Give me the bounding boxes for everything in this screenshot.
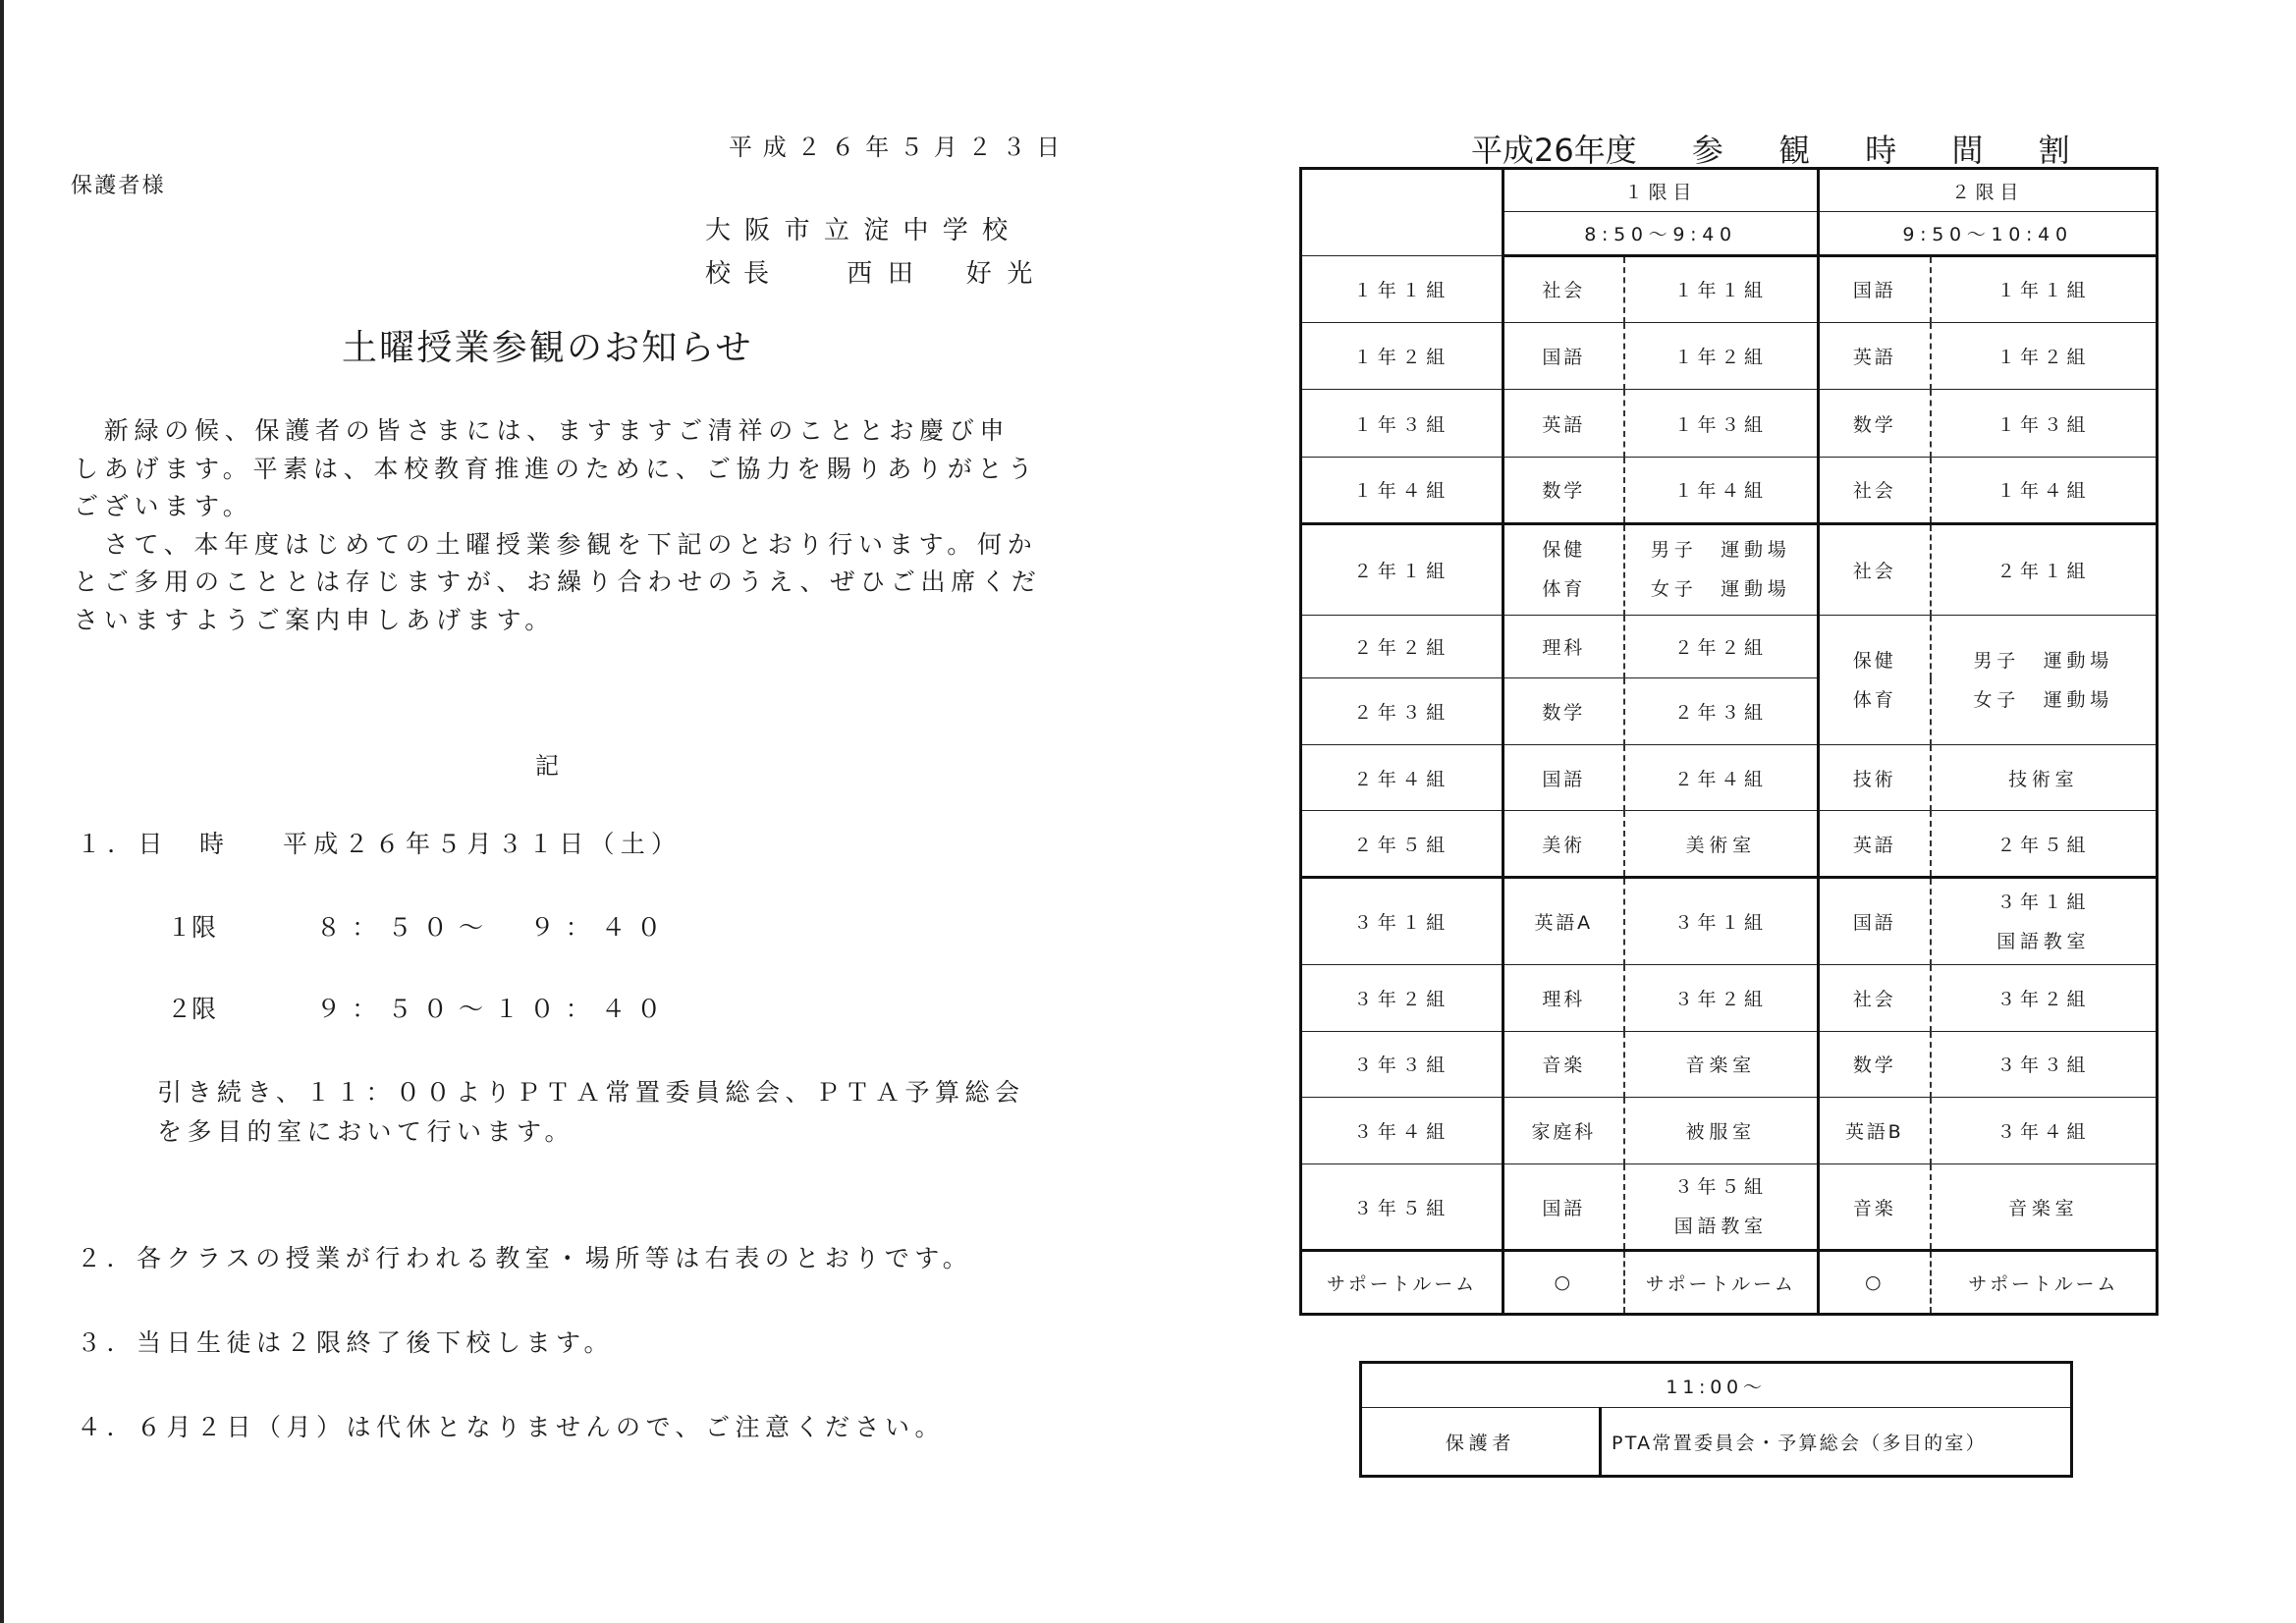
- subject-cell: 社会: [1503, 255, 1624, 322]
- subject-cell: 技術: [1819, 745, 1931, 810]
- subject-line: 保健: [1542, 539, 1586, 562]
- subject-cell: 国語: [1503, 322, 1624, 389]
- room-cell: ３年１組: [1624, 878, 1819, 965]
- ki-heading: 記: [535, 752, 559, 780]
- continuation-line: 引き続き、１１：００よりＰＴＡ常置委員総会、ＰＴＡ予算総会: [157, 1078, 1025, 1107]
- room-line: 男子 運動場: [1973, 649, 2114, 672]
- subject-cell: 英語: [1819, 322, 1931, 389]
- principal-last-name: 西田: [847, 259, 929, 289]
- letter-title: 土曜授業参観のお知らせ: [342, 328, 753, 368]
- room-cell: サポートルーム: [1931, 1251, 2158, 1315]
- item1-date: 平成２６年５月３１日（土）: [283, 830, 683, 858]
- room-cell: ２年２組: [1624, 615, 1819, 677]
- table-row: [1301, 322, 2158, 389]
- subject-cell: 美術: [1503, 810, 1624, 877]
- item2: ２．各クラスの授業が行われる教室・場所等は右表のとおりです。: [77, 1244, 973, 1272]
- room-line: ３年５組: [1673, 1176, 1768, 1199]
- room-cell: １年２組: [1624, 322, 1819, 389]
- title-char: 間: [1951, 132, 1984, 169]
- room-cell: [1931, 878, 2158, 965]
- class-cell: ３年３組: [1301, 1032, 1503, 1097]
- room-line: 国語教室: [1996, 930, 2091, 952]
- room-cell: １年３組: [1624, 390, 1819, 457]
- class-cell: ３年５組: [1301, 1163, 1503, 1251]
- continuation-line: を多目的室において行います。: [157, 1117, 575, 1146]
- room-cell: 被服室: [1624, 1097, 1819, 1163]
- class-cell: １年１組: [1301, 255, 1503, 322]
- subject-cell: 国語: [1819, 255, 1931, 322]
- subject-cell: [1819, 615, 1931, 745]
- subject-cell: 英語: [1819, 810, 1931, 877]
- item3: ３．当日生徒は２限終了後下校します。: [77, 1328, 615, 1357]
- title-year: 平成26年度: [1471, 132, 1637, 169]
- room-line: ３年１組: [1996, 891, 2091, 913]
- class-cell: ２年５組: [1301, 810, 1503, 877]
- room-cell: ２年４組: [1624, 745, 1819, 810]
- class-cell: １年２組: [1301, 322, 1503, 389]
- room-cell: [1931, 615, 2158, 745]
- subject-cell: [1503, 524, 1624, 616]
- timetable-title: [1471, 126, 2070, 171]
- table-row: [1301, 524, 2158, 616]
- room-line: 男子 運動場: [1651, 539, 1791, 562]
- room-cell: ２年３組: [1624, 678, 1819, 745]
- principal-first-name: 好光: [965, 259, 1048, 289]
- pta-attendee: 保護者: [1361, 1408, 1601, 1477]
- subject-cell: 国語: [1503, 745, 1624, 810]
- table-row: [1301, 255, 2158, 322]
- table-row: [1301, 1032, 2158, 1097]
- pta-event: PTA常置委員会・予算総会（多目的室）: [1601, 1408, 2072, 1477]
- title-char: 割: [2038, 132, 2070, 169]
- room-line: 女子 運動場: [1973, 688, 2114, 711]
- subject-cell: 社会: [1819, 524, 1931, 616]
- table-row: [1301, 810, 2158, 877]
- room-cell: ３年４組: [1931, 1097, 2158, 1163]
- subject-cell: 社会: [1819, 457, 1931, 523]
- room-line: 女子 運動場: [1651, 578, 1791, 601]
- title-char: 参: [1691, 132, 1723, 169]
- room-cell: [1624, 524, 1819, 616]
- body-line: とご多用のこととは存じますが、お繰り合わせのうえ、ぜひご出席くだ: [74, 568, 1042, 596]
- class-cell: ３年１組: [1301, 878, 1503, 965]
- blank-header-cell: [1301, 169, 1503, 256]
- subject-cell: 国語: [1819, 878, 1931, 965]
- table-row: [1301, 964, 2158, 1031]
- body-line: 新緑の候、保護者の皆さまには、ますますご清祥のこととお慶び申: [74, 416, 1011, 445]
- body-line: しあげます。平素は、本校教育推進のために、ご協力を賜りありがとう: [74, 454, 1039, 483]
- class-cell: ３年４組: [1301, 1097, 1503, 1163]
- body-line: ございます。: [74, 492, 253, 520]
- subject-cell: 数学: [1503, 678, 1624, 745]
- principal-title: 校長: [705, 259, 783, 289]
- subject-cell: 理科: [1503, 615, 1624, 677]
- class-cell: ２年２組: [1301, 615, 1503, 677]
- subject-cell: 英語B: [1819, 1097, 1931, 1163]
- class-cell: １年４組: [1301, 457, 1503, 523]
- period2-header: ２限目: [1819, 169, 2158, 212]
- room-cell: １年４組: [1624, 457, 1819, 523]
- table-row: [1301, 1251, 2158, 1315]
- table-row: [1301, 390, 2158, 457]
- period1-time: ８：５０～ ９：４０: [316, 913, 673, 942]
- period2-label: ２限: [167, 995, 217, 1023]
- continuation-text: [157, 1073, 1025, 1152]
- room-cell: 音楽室: [1624, 1032, 1819, 1097]
- room-cell: ３年２組: [1624, 964, 1819, 1031]
- subject-cell: 音楽: [1819, 1163, 1931, 1251]
- class-cell: サポートルーム: [1301, 1251, 1503, 1315]
- room-cell: ３年２組: [1931, 964, 2158, 1031]
- room-cell: ３年３組: [1931, 1032, 2158, 1097]
- table-row: [1301, 1163, 2158, 1251]
- subject-cell: 数学: [1503, 457, 1624, 523]
- table-row: [1301, 457, 2158, 523]
- subject-cell: 英語: [1503, 390, 1624, 457]
- table-row: [1301, 745, 2158, 810]
- table-row: [1301, 615, 2158, 677]
- class-cell: １年３組: [1301, 390, 1503, 457]
- subject-cell: 数学: [1819, 390, 1931, 457]
- class-cell: ３年２組: [1301, 964, 1503, 1031]
- class-cell: ２年３組: [1301, 678, 1503, 745]
- recipient: 保護者様: [71, 174, 166, 198]
- item4: ４．６月２日（月）は代休となりませんので、ご注意ください。: [77, 1413, 946, 1441]
- timetable: [1299, 167, 2159, 1316]
- body-line: さて、本年度はじめての土曜授業参観を下記のとおり行います。何か: [74, 529, 1038, 559]
- table-row: [1301, 878, 2158, 965]
- table-row: [1361, 1408, 2072, 1477]
- subject-cell: ○: [1503, 1251, 1624, 1315]
- room-cell: １年４組: [1931, 457, 2158, 523]
- pta-schedule-table: [1359, 1361, 2073, 1478]
- subject-cell: 英語A: [1503, 878, 1624, 965]
- room-cell: 技術室: [1931, 745, 2158, 810]
- page-edge-line: [0, 0, 4, 1623]
- subject-cell: 社会: [1819, 964, 1931, 1031]
- title-char: 観: [1778, 132, 1811, 169]
- room-cell: １年２組: [1931, 322, 2158, 389]
- letter-body: [74, 412, 1042, 639]
- period1-time-header: 8:50～9:40: [1503, 212, 1819, 255]
- table-row: [1301, 169, 2158, 212]
- room-cell: サポートルーム: [1624, 1251, 1819, 1315]
- period2-time-header: 9:50～10:40: [1819, 212, 2158, 255]
- room-line: 国語教室: [1673, 1216, 1768, 1238]
- room-cell: １年１組: [1931, 255, 2158, 322]
- period1-label: １限: [167, 913, 217, 942]
- table-row: [1301, 1097, 2158, 1163]
- room-cell: ２年１組: [1931, 524, 2158, 616]
- period1-header: １限目: [1503, 169, 1819, 212]
- room-cell: ２年５組: [1931, 810, 2158, 877]
- table-row: [1361, 1363, 2072, 1408]
- subject-cell: 数学: [1819, 1032, 1931, 1097]
- subject-cell: ○: [1819, 1251, 1931, 1315]
- body-line: さいますようご案内申しあげます。: [74, 605, 556, 634]
- subject-line: 保健: [1852, 649, 1896, 672]
- room-cell: １年３組: [1931, 390, 2158, 457]
- item1: [77, 825, 683, 860]
- pta-time: 11:00～: [1361, 1363, 2072, 1408]
- class-cell: ２年１組: [1301, 524, 1503, 616]
- letter-date: 平成２６年５月２３日: [729, 134, 1070, 161]
- room-cell: [1624, 1163, 1819, 1251]
- room-cell: １年１組: [1624, 255, 1819, 322]
- room-cell: 美術室: [1624, 810, 1819, 877]
- subject-cell: 音楽: [1503, 1032, 1624, 1097]
- subject-line: 体育: [1852, 688, 1896, 711]
- room-cell: 音楽室: [1931, 1163, 2158, 1251]
- subject-line: 体育: [1542, 578, 1586, 601]
- title-char: 時: [1865, 132, 1897, 169]
- period2-time: ９：５０～１０：４０: [316, 995, 673, 1023]
- principal-name: [705, 253, 1048, 290]
- subject-cell: 国語: [1503, 1163, 1624, 1251]
- item1-label: １．日 時: [77, 830, 231, 858]
- subject-cell: 家庭科: [1503, 1097, 1624, 1163]
- school-name: 大阪市立淀中学校: [705, 216, 1022, 245]
- subject-cell: 理科: [1503, 964, 1624, 1031]
- class-cell: ２年４組: [1301, 745, 1503, 810]
